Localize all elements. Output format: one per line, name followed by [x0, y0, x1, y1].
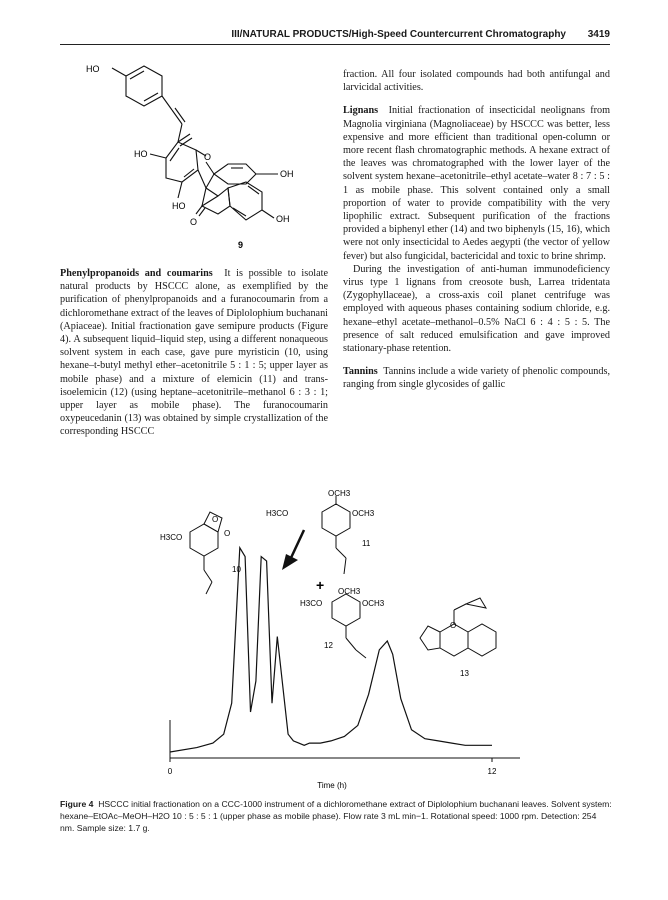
right-column	[343, 68, 610, 392]
x-axis-label: Time (h)	[317, 781, 347, 790]
figure-4-chromatogram	[150, 490, 530, 790]
group-ho-left: HO	[134, 149, 148, 159]
structure-12-ring	[332, 594, 360, 626]
structure-11-ring	[322, 504, 350, 536]
header-title: III/NATURAL PRODUCTS/High-Speed Countercurrent Chromatography	[231, 29, 566, 40]
struct-group-h3co-10: H3CO	[160, 533, 183, 542]
phenylpropanoids-heading: Phenylpropanoids and coumarins	[60, 268, 213, 279]
group-ring-o: O	[204, 152, 212, 162]
structure-10-ring	[190, 524, 218, 556]
struct-group-o-13: O	[450, 621, 457, 630]
left-column	[60, 267, 328, 439]
intro-text: fraction. All four isolated compounds had both antifungal and larvicidal activities.	[343, 69, 610, 94]
struct-group-och3-12-top: OCH3	[338, 587, 361, 596]
figure-caption-text: HSCCC initial fractionation on a CCC-1000 instrument of a dichloromethane extract of Diplolophium buchanani leaves. Solvent system: hexane–EtOAc–MeOH–H2O 10 : 5 : 5 : 1 (upper phase as mobile phase). Flow rate 3 mL min−1. Rotational speed: 1000 rpm. Detection: 254 nm. Sample size: 1.7 g.	[60, 799, 612, 833]
hiv-paragraph: During the investigation of anti-human immunodeficiency virus type 1 lignans from creosote bush, Larrea tridentata (Zygophyllaceae), a cross-axis coil planet centrifuge was employed with aqueous phases containing sodium chloride, e.g. hexane–ethyl acetate–methanol–0.5% NaCl 6 : 4 : 5 : 5. The presence of salt reduced emulsification and gave improved stationary-phase retention.	[343, 263, 610, 355]
phenylpropanoids-paragraph	[60, 267, 328, 439]
group-oh-lower: OH	[276, 214, 290, 224]
figure-label: Figure 4	[60, 799, 94, 809]
compound-label-9: 9	[238, 240, 244, 250]
tannins-paragraph	[343, 365, 610, 391]
phenylpropanoids-text: It is possible to isolate natural products by HSCCC alone, as exemplified by the purification of phenylpropanoids and a furanocoumarin from a dichloromethane extract of the leaves of Diplolophium buchanani (Apiaceae). Initial fractionation gave semipure products (Figure 4). A subsequent liquid–liquid step, using a different nonaqueous solvent system in each case, gave pure myristicin (10, using hexane–t-butyl methyl ether–acetonitrile 5 : 1 : 5; upper layer as mobile phase) and a mixture of elemicin (11) and trans-isoelemicin (12) (using heptane–acetonitrile–methanol 6 : 3 : 1; upper layer as mobile phase). The furanocoumarin oxypeucedanin (13) was obtained by simple crystallization of the corresponding HSCCC	[60, 268, 328, 438]
struct-group-o-10a: O	[212, 515, 219, 524]
group-ho-lower: HO	[172, 201, 186, 211]
lignans-paragraph	[343, 104, 610, 262]
plus-sign: +	[316, 577, 325, 593]
struct-group-och3-11: OCH3	[352, 509, 375, 518]
group-ketone-o: O	[190, 217, 198, 227]
group-ho-top: HO	[86, 64, 100, 74]
structure-9	[78, 58, 328, 258]
compound-label-11: 11	[362, 539, 371, 548]
struct-group-o-10b: O	[224, 529, 231, 538]
page-number: 3419	[587, 29, 610, 40]
tannins-heading: Tannins	[343, 366, 378, 378]
struct-group-och3-12: OCH3	[362, 599, 385, 608]
compound-label-12: 12	[324, 641, 333, 650]
lignans-text: Initial fractionation of insecticidal neolignans from Magnolia virginiana (Magnoliaceae) by HSCCC was better, less expensive and more efficient than traditional open-column or more recent flash chromatographic methods. A hexane extract of the leaves was chromatographed with the lower layer of the solvent system hexane–acetonitrile–ethyl acetate–water 8 : 7 : 5 : 1 as mobile phase. This solvent contained only a small proportion of water to provide compatibility with the very lipophilic extract. Subsequent purification of the fractions provided a biphenyl ether (14) and two biphenyls (15, 16), which were not only insecticidal to Aedes aegypti (the vector of yellow fever) but also fungicidal, bactericidal and toxic to brine shrimp.	[343, 105, 610, 262]
running-header	[60, 28, 610, 45]
tannins-text: Tannins include a wide variety of phenolic compounds, ranging from single glycosides of gallic	[343, 366, 610, 391]
struct-group-h3co-11: H3CO	[266, 509, 289, 518]
struct-group-och3-11-top: OCH3	[328, 490, 351, 498]
compound-label-10: 10	[232, 565, 241, 574]
struct-group-h3co-12: H3CO	[300, 599, 323, 608]
group-oh-right: OH	[280, 169, 294, 179]
figure-caption	[60, 798, 612, 834]
compound-label-13: 13	[460, 669, 469, 678]
x-tick-label-12: 12	[487, 767, 497, 776]
x-tick-label-0: 0	[167, 767, 173, 776]
lignans-heading: Lignans	[343, 105, 379, 117]
